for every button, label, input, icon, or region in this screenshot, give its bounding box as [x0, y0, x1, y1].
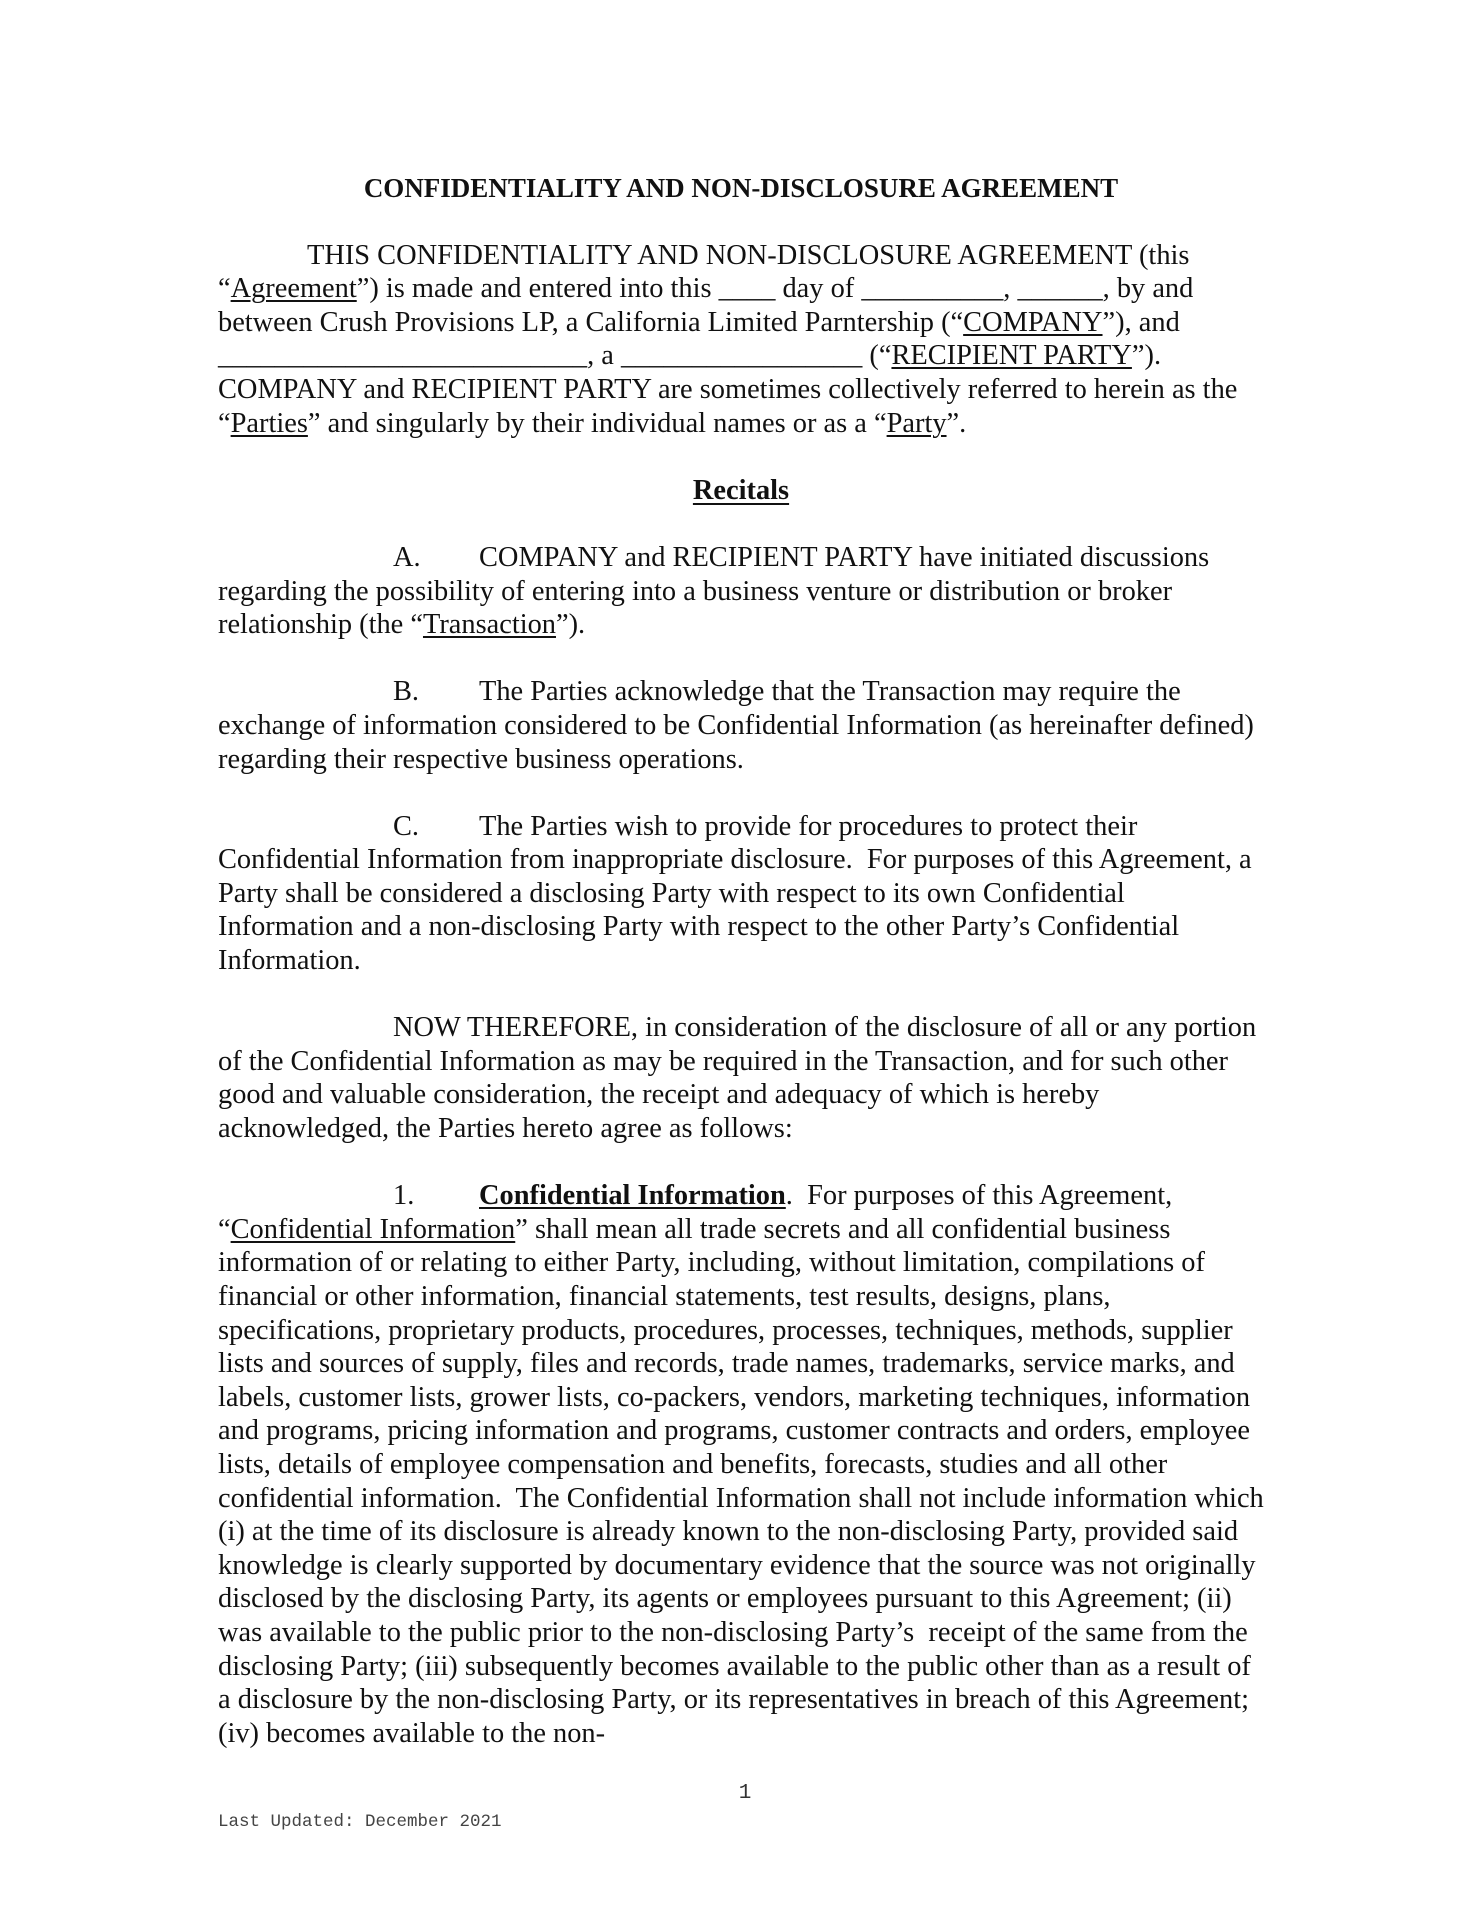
section-1 [218, 1179, 1264, 1750]
footer-last-updated: Last Updated: December 2021 [218, 1812, 502, 1832]
now-therefore-paragraph: NOW THEREFORE, in consideration of the disclosure of all or any portion of the Confidential Information as may be required in the Transaction, and for such other good and valuable consideration, the receipt and adequacy of which is hereby acknowledged, the Parties hereto agree as follows: [218, 1012, 1257, 1145]
intro-text: ”. [946, 407, 967, 439]
intro-text: ”) is made and entered into this ____ day of __________, ______, by and between Crush Provisions LP, a California Limited Parntership (“ [218, 273, 1194, 338]
document-title: CONFIDENTIALITY AND NON-DISCLOSURE AGREEMENT [363, 173, 1119, 203]
recital-a [218, 541, 1264, 642]
defined-term-confidential-information: Confidential Information [230, 1213, 516, 1245]
recital-label: C. [393, 810, 420, 842]
section-heading: Confidential Information [479, 1180, 786, 1212]
section-text: . For purposes of this Agreement, “ [218, 1180, 1173, 1245]
recital-text: ”). [556, 609, 586, 641]
defined-term-agreement: Agreement [230, 273, 357, 305]
section-number: 1. [393, 1180, 415, 1212]
defined-term-party: Party [886, 407, 947, 439]
recital-text: COMPANY and RECIPIENT PARTY have initiated discussions regarding the possibility of entering into a business venture or distribution or broker relationship (the “ [218, 541, 1210, 641]
intro-text: ”). COMPANY and RECIPIENT PARTY are sometimes collectively referred to herein as the “ [218, 340, 1238, 439]
intro-text: ” and singularly by their individual names or as a “ [307, 407, 887, 439]
recital-c [218, 810, 1264, 978]
document-page [218, 172, 1264, 1784]
recital-b [218, 675, 1264, 776]
defined-term-recipient-party: RECIPIENT PARTY [891, 340, 1132, 372]
intro-text: ”), and __________________________, a _________________ (“ [218, 306, 1180, 372]
recitals-heading: Recitals [692, 474, 790, 506]
recital-label: A. [393, 541, 421, 573]
defined-term-transaction: Transaction [422, 609, 556, 641]
defined-term-company: COMPANY [963, 306, 1103, 338]
recital-text: The Parties acknowledge that the Transaction may require the exchange of information considered to be Confidential Information (as hereinafter defined) regarding their respective business operations. [218, 676, 1254, 775]
intro-paragraph [218, 239, 1264, 441]
page-number: 1 [738, 1782, 752, 1805]
section-text: ” shall mean all trade secrets and all confidential business information of or relating to either Party, including, without limitation, compilations of financial or other information, financial statements, test results, designs, plans, specifications, proprietary products, procedures, processes, techniques, methods, supplier lists and sources of supply, files and records, trade names, trademarks, service marks, and labels, customer lists, grower lists, co-packers, vendors, marketing techniques, information and programs, pricing information and programs, customer contracts and orders, employee lists, details of employee compensation and benefits, forecasts, studies and all other confidential information. The Confidential Information shall not include information which (i) at the time of its disclosure is already known to the non-disclosing Party, provided said knowledge is clearly supported by documentary evidence that the source was not originally disclosed by the disclosing Party, its agents or employees pursuant to this Agreement; (ii) was available to the public prior to the non-disclosing Party’s receipt of the same from the disclosing Party; (iii) subsequently becomes available to the public other than as a result of a disclosure by the non-disclosing Party, or its representatives in breach of this Agreement; (iv) becomes available to the non- [218, 1213, 1264, 1749]
defined-term-parties: Parties [230, 407, 308, 439]
intro-text: THIS CONFIDENTIALITY AND NON-DISCLOSURE AGREEMENT (this “ [218, 239, 1190, 305]
recital-label: B. [393, 676, 420, 708]
recital-text: The Parties wish to provide for procedures to protect their Confidential Information from inappropriate disclosure. For purposes of this Agreement, a Party shall be considered a disclosing Party with respect to its own Confidential Information and a non-disclosing Party with respect to the other Party’s Confidential Information. [218, 810, 1252, 977]
